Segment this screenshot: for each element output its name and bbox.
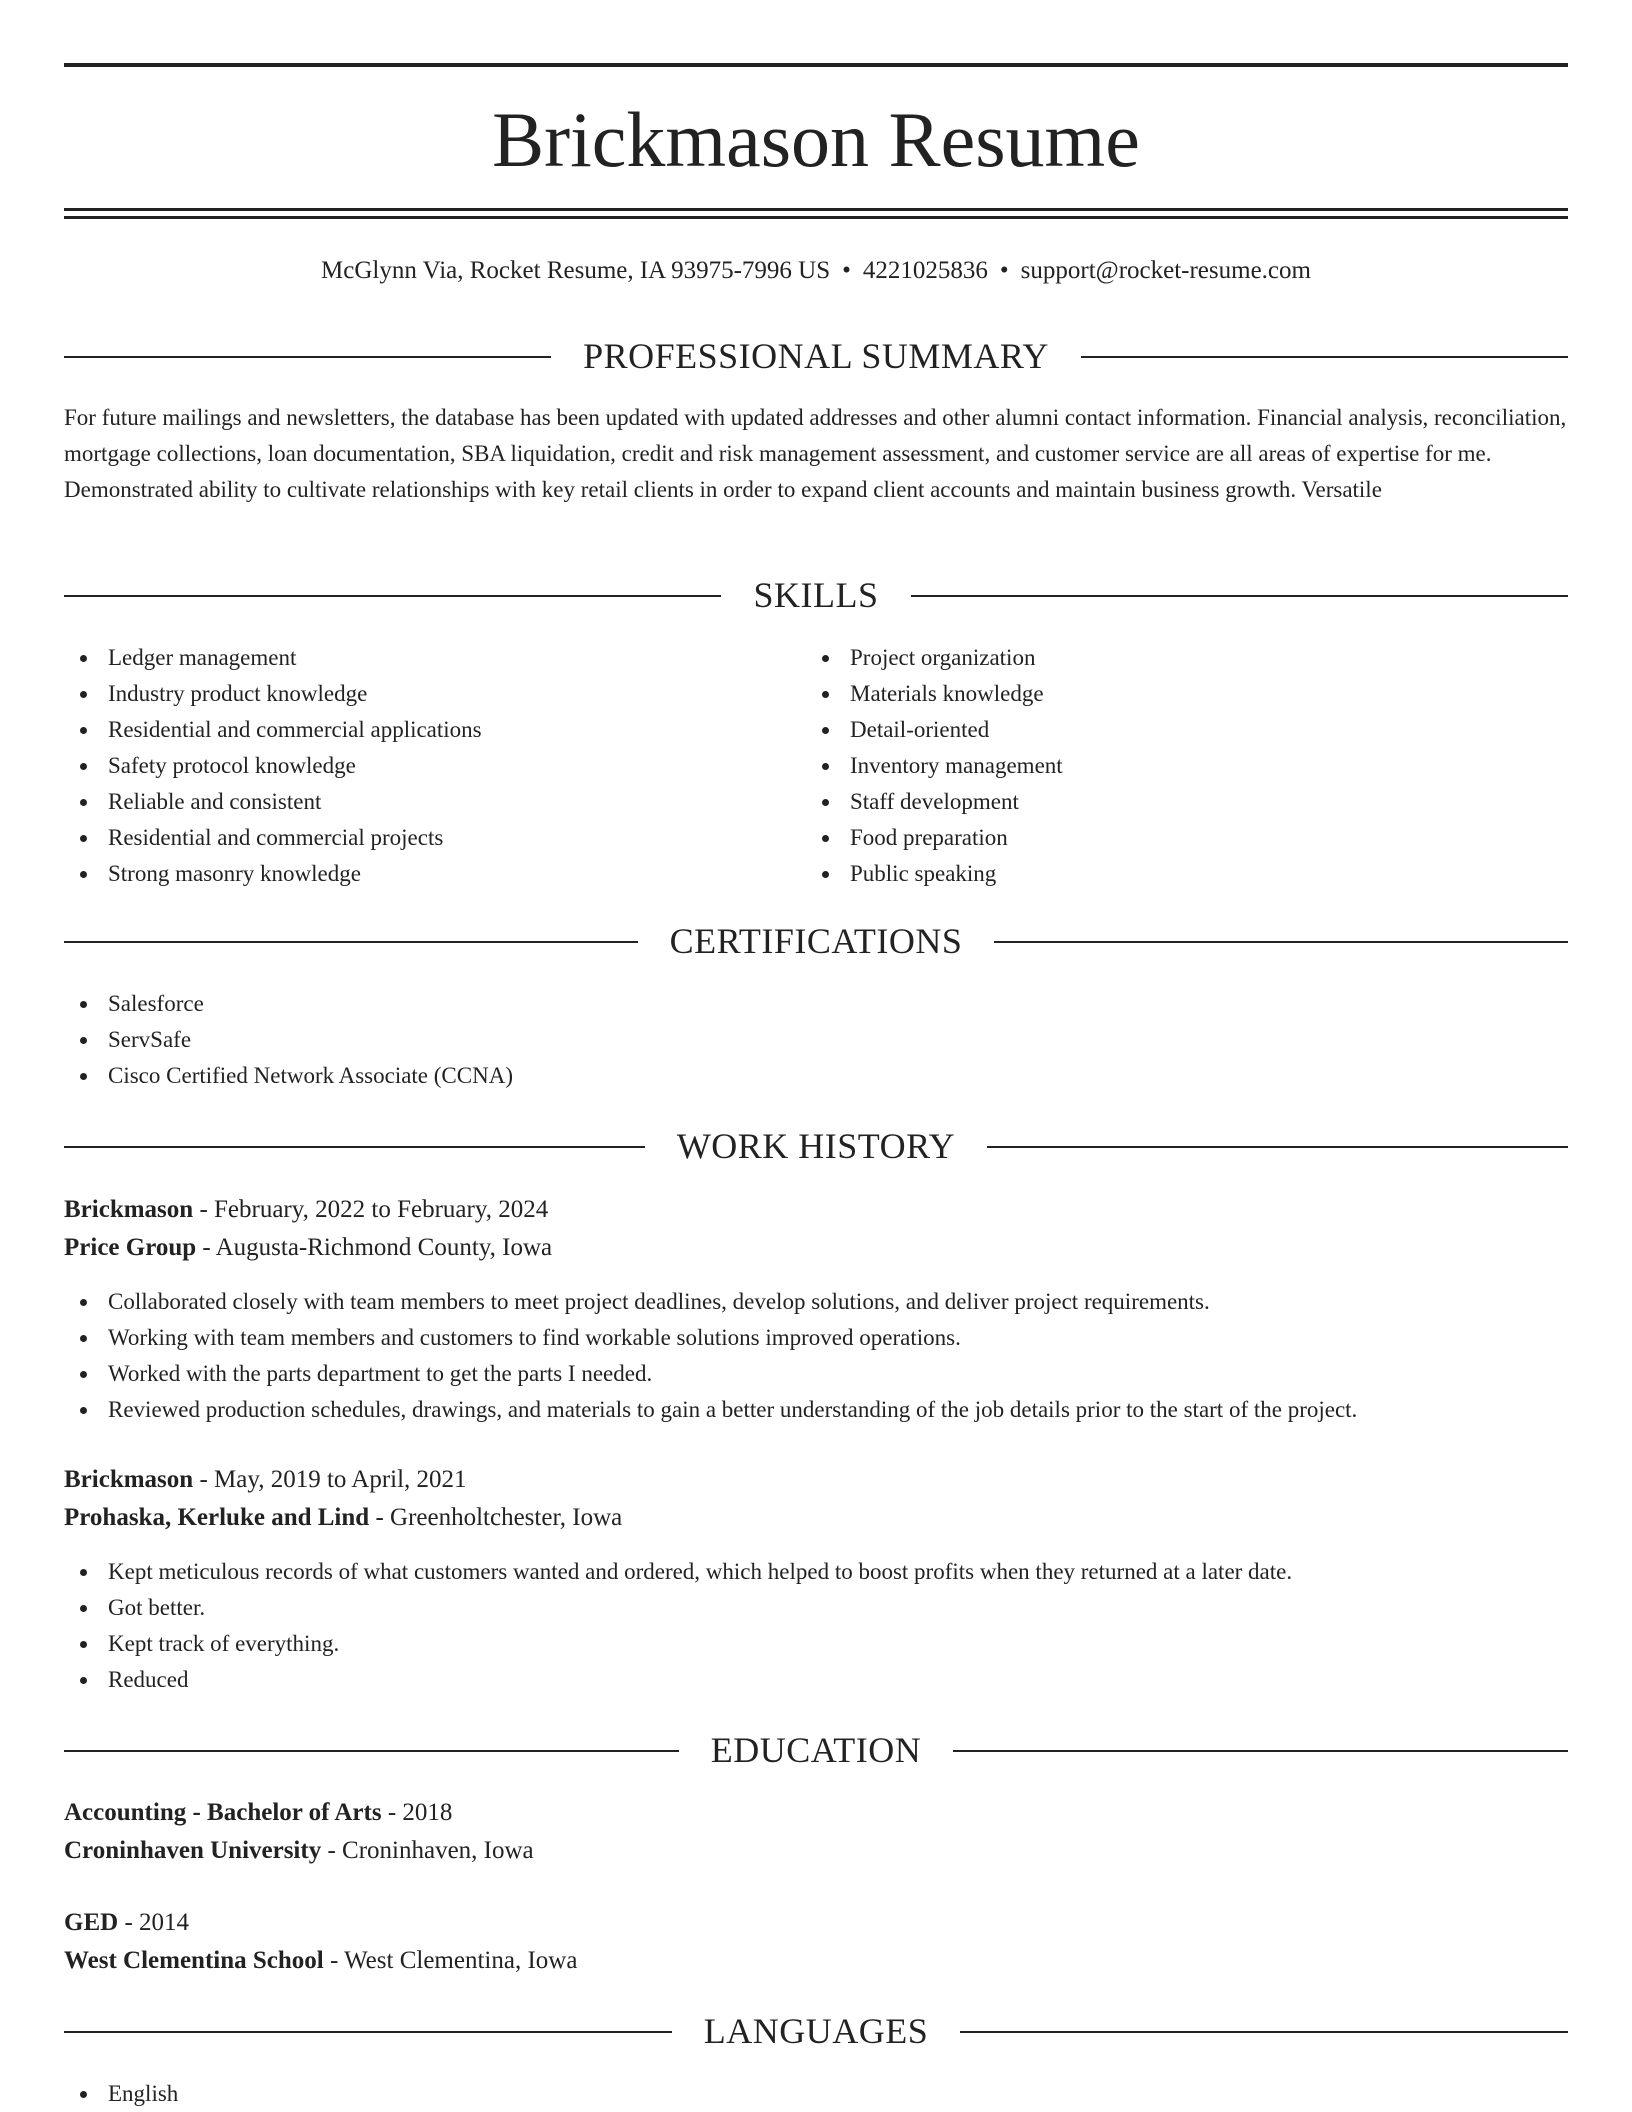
contact-line [64, 254, 1568, 288]
certification-item: Cisco Certified Network Associate (CCNA) [64, 1058, 1568, 1094]
skill-item: Staff development [806, 784, 1546, 820]
language-item: English [64, 2076, 1568, 2112]
job-location: - Augusta-Richmond County, Iowa [202, 1234, 553, 1261]
skills-list-left [64, 640, 804, 892]
job-company: Price Group [64, 1234, 197, 1261]
job-duty: Reviewed production schedules, drawings, and materials to gain a better understanding of the job details prior to the start of the project. [64, 1392, 1568, 1428]
job-duty: Reduced [64, 1662, 1568, 1698]
skill-item: Materials knowledge [806, 676, 1546, 712]
section-heading-languages [64, 2007, 1568, 2055]
job-title-line [64, 1462, 467, 1498]
school-line [64, 1943, 577, 1979]
skill-item: Inventory management [806, 748, 1546, 784]
school: West Clementina School [64, 1947, 324, 1974]
section-title: LANGUAGES [64, 2007, 1568, 2055]
job-title-line [64, 1192, 548, 1228]
skill-item: Strong masonry knowledge [64, 856, 804, 892]
languages-list [64, 2076, 1568, 2112]
certification-item: ServSafe [64, 1022, 1568, 1058]
school-location: - West Clementina, Iowa [329, 1947, 578, 1974]
skill-item: Food preparation [806, 820, 1546, 856]
job-title: Brickmason [64, 1466, 194, 1493]
degree-line [64, 1795, 452, 1831]
contact-email: support@rocket-resume.com [1020, 257, 1311, 284]
section-title: PROFESSIONAL SUMMARY [64, 332, 1568, 380]
job-duty: Kept meticulous records of what customers wanted and ordered, which helped to boost profits when they returned at a later date. [64, 1554, 1568, 1590]
section-heading-summary [64, 332, 1568, 380]
skill-item: Residential and commercial applications [64, 712, 804, 748]
section-title: EDUCATION [64, 1726, 1568, 1774]
job-dates: - February, 2022 to February, 2024 [199, 1196, 549, 1223]
section-title: CERTIFICATIONS [64, 917, 1568, 965]
job-duty: Working with team members and customers to find workable solutions improved operations. [64, 1320, 1568, 1356]
summary-text: For future mailings and newsletters, the database has been updated with updated addresses and other alumni contact information. Financial analysis, reconciliation, mortgage collections, loan documentation, SBA liquidation, credit and risk management assessment, and customer service are all areas of expertise for me. Demonstrated ability to cultivate relationships with key retail clients in order to expand client accounts and maintain business growth. Versatile [64, 405, 1567, 502]
skill-item: Industry product knowledge [64, 676, 804, 712]
school-line [64, 1833, 534, 1869]
certification-item: Salesforce [64, 986, 1568, 1022]
skill-item: Safety protocol knowledge [64, 748, 804, 784]
section-title: SKILLS [64, 571, 1568, 619]
contact-address: McGlynn Via, Rocket Resume, IA 93975-7996 US [321, 257, 831, 284]
skill-item: Reliable and consistent [64, 784, 804, 820]
job-duties-list [64, 1284, 1568, 1428]
job-duty: Worked with the parts department to get the parts I needed. [64, 1356, 1568, 1392]
resume-title: Brickmason Resume [492, 96, 1140, 183]
job-location: - Greenholtchester, Iowa [375, 1504, 623, 1531]
job-company-line [64, 1500, 622, 1536]
contact-phone: 4221025836 [862, 257, 988, 284]
degree-year: - 2018 [387, 1799, 453, 1826]
skills-list-right [806, 640, 1546, 892]
section-title: WORK HISTORY [64, 1122, 1568, 1170]
job-duty: Collaborated closely with team members to meet project deadlines, develop solutions, and deliver project requirements. [64, 1284, 1568, 1320]
section-heading-skills [64, 571, 1568, 619]
title-rule-lower [64, 216, 1568, 219]
degree: Accounting - Bachelor of Arts [64, 1799, 382, 1826]
top-rule [64, 63, 1568, 67]
degree-line [64, 1905, 189, 1941]
job-company-line [64, 1230, 552, 1266]
job-dates: - May, 2019 to April, 2021 [199, 1466, 467, 1493]
section-heading-work-history [64, 1122, 1568, 1170]
contact-separator: • [999, 257, 1009, 284]
job-company: Prohaska, Kerluke and Lind [64, 1504, 370, 1531]
school-location: - Croninhaven, Iowa [327, 1837, 534, 1864]
job-title: Brickmason [64, 1196, 194, 1223]
section-heading-certifications [64, 917, 1568, 965]
school: Croninhaven University [64, 1837, 322, 1864]
job-duty: Got better. [64, 1590, 1568, 1626]
job-duties-list [64, 1554, 1568, 1698]
skill-item: Project organization [806, 640, 1546, 676]
degree: GED [64, 1909, 119, 1936]
title-rule-upper [64, 208, 1568, 211]
skill-item: Ledger management [64, 640, 804, 676]
degree-year: - 2014 [124, 1909, 190, 1936]
job-duty: Kept track of everything. [64, 1626, 1568, 1662]
certifications-list [64, 986, 1568, 1094]
contact-separator: • [842, 257, 851, 284]
skill-item: Public speaking [806, 856, 1546, 892]
skill-item: Detail-oriented [806, 712, 1546, 748]
skill-item: Residential and commercial projects [64, 820, 804, 856]
section-heading-education [64, 1726, 1568, 1774]
